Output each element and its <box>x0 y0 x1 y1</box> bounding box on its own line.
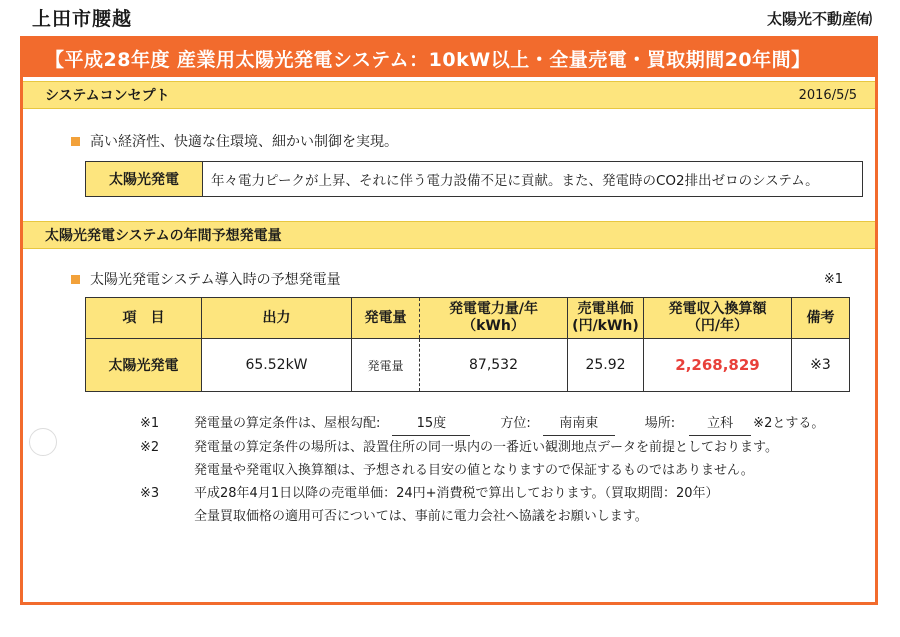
title-banner: 【平成28年度 産業用太陽光発電システム：10kW以上・全量売電・買取期間20年間】 <box>23 39 875 77</box>
concept-description: 年々電力ピークが上昇、それに伴う電力設備不足に貢献。また、発電時のCO2排出ゼロのシステム。 <box>211 173 819 189</box>
row-remarks: ※3 <box>792 339 850 392</box>
company-name: 太陽光不動産㈲ <box>766 10 872 28</box>
col-output: 出力 <box>202 298 352 339</box>
note-1-tail: ※2とする。 <box>753 416 825 431</box>
col-item: 項 目 <box>86 298 202 339</box>
concept-label: 太陽光発電 <box>86 162 203 196</box>
annual-section-bar <box>23 221 875 249</box>
col-kwh-line1: 発電電力量/年 <box>448 301 539 317</box>
col-income <box>644 298 792 339</box>
concept-box <box>85 161 863 197</box>
note-3b <box>140 505 824 528</box>
binder-hole <box>29 428 57 456</box>
col-unit-price <box>568 298 644 339</box>
concept-heading: システムコンセプト <box>45 88 170 104</box>
note-3-line2: 全量買取価格の適用可否については、事前に電力会社へ協議をお願いします。 <box>194 509 648 524</box>
note-2-line2: 発電量や発電収入換算額は、予想される目安の値となりますので保証するものではありません。 <box>194 463 754 478</box>
note-2-line1: 発電量の算定条件の場所は、設置住所の同一県内の一番近い観測地点データを前提としております。 <box>194 440 778 455</box>
note-1-place: 立科 <box>689 412 751 436</box>
col-income-line2: （円/年） <box>686 318 749 334</box>
annual-bullet-text: 太陽光発電システム導入時の予想発電量 <box>90 272 341 288</box>
col-remarks: 備考 <box>792 298 850 339</box>
annual-heading: 太陽光発電システムの年間予想発電量 <box>45 228 282 244</box>
col-income-line1: 発電収入換算額 <box>668 301 767 317</box>
row-generation: 発電量 <box>352 339 420 392</box>
note-3-line1: 平成28年4月1日以降の売電単価：24円+消費税で算出しております。（買取期間：20年） <box>194 486 719 501</box>
note-2b <box>140 459 824 482</box>
note-1-mark: ※1 <box>140 416 160 431</box>
row-output: 65.52kW <box>202 339 352 392</box>
note-2 <box>140 436 824 459</box>
annual-bullet <box>71 269 875 289</box>
note-1-text: 発電量の算定条件は、屋根勾配: <box>194 416 381 431</box>
square-bullet-icon <box>71 275 80 284</box>
row-item: 太陽光発電 <box>86 339 202 392</box>
col-generation: 発電量 <box>352 298 420 339</box>
col-kwh-line2: （kWh） <box>462 318 525 334</box>
table-header-row <box>86 298 850 339</box>
concept-bullet <box>71 131 875 151</box>
document-date: 2016/5/5 <box>798 87 857 103</box>
note-3-mark: ※3 <box>140 486 160 501</box>
city-name: 上田市腰越 <box>32 8 133 30</box>
footnotes <box>140 412 824 528</box>
note-1 <box>140 412 824 436</box>
row-income: 2,268,829 <box>644 339 792 392</box>
table-row <box>86 339 850 392</box>
concept-bullet-text: 高い経済性、快適な住環境、細かい制御を実現。 <box>90 134 398 150</box>
note-2-mark: ※2 <box>140 440 160 455</box>
note-1-direction: 南南東 <box>543 412 615 436</box>
note-ref-1: ※1 <box>823 271 843 287</box>
col-kwh <box>420 298 568 339</box>
note-3 <box>140 482 824 505</box>
row-kwh: 87,532 <box>420 339 568 392</box>
col-unit-line2: (円/kWh) <box>572 318 639 334</box>
col-unit-line1: 売電単価 <box>577 301 634 317</box>
generation-table <box>85 297 850 392</box>
note-1-slope: 15度 <box>392 412 470 436</box>
concept-section-bar <box>23 81 875 109</box>
square-bullet-icon <box>71 137 80 146</box>
note-1-place-label: 場所: <box>644 416 676 431</box>
row-unit-price: 25.92 <box>568 339 644 392</box>
note-1-dir-label: 方位: <box>500 416 531 431</box>
